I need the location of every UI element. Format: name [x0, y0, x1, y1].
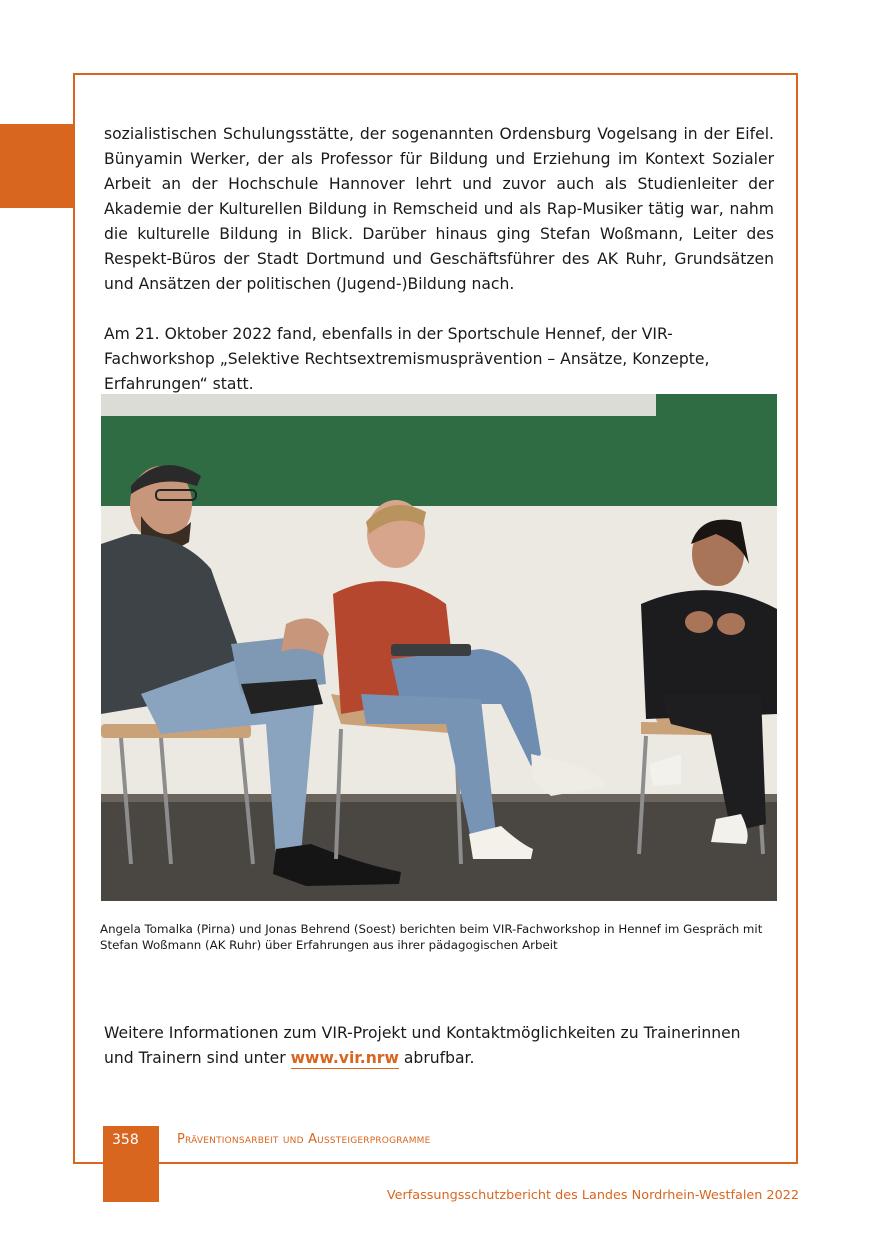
- body-paragraph-2: [104, 322, 774, 397]
- photo-caption: Angela Tomalka (Pirna) und Jonas Behrend (Soest) berichten beim VIR-Fachworkshop in Hennef im Gespräch mit Stefan Woßmann (AK Ruhr) über Erfahrungen aus ihrer pädagogischen Arbeit: [100, 922, 763, 952]
- body-paragraph-3: [104, 1021, 774, 1071]
- paragraph-text-after-link: abrufbar.: [398, 1049, 475, 1067]
- side-tab-marker: [0, 124, 74, 208]
- section-title: Präventionsarbeit und Aussteigerprogramme: [177, 1132, 431, 1147]
- paragraph-text: Am 21. Oktober 2022 fand, ebenfalls in der Sportschule Hennef, der VIR-Fachworkshop „Selektive Rechtsextremismusprävention – Ansätze, Konzepte, Erfahrungen“ statt.: [104, 325, 710, 393]
- page-number: 358: [112, 1132, 139, 1148]
- vir-website-link[interactable]: www.vir.nrw: [290, 1049, 399, 1067]
- paragraph-text-before-link: Weitere Informationen zum VIR-Projekt und Kontaktmöglichkeiten zu Trainerinnen und Trainern sind unter: [104, 1024, 741, 1067]
- paragraph-text: sozialistischen Schulungsstätte, der sogenannten Ordensburg Vogelsang in der Eifel. Bünyamin Werker, der als Professor für Bildung und Erziehung im Kontext Sozialer Arbeit an der Hochschule Hannover lehrt und zuvor auch als Studienleiter der Akademie der Kulturellen Bildung in Remscheid und als Rap-Musiker tätig war, nahm die kulturelle Bildung in Blick. Darüber hinaus ging Stefan Woßmann, Leiter des Respekt-Büros der Stadt Dortmund und Geschäftsführer des AK Ruhr, Grundsätzen und Ansätzen der politischen (Jugend-)Bildung nach.: [104, 125, 774, 293]
- paragraph-text: [104, 1021, 774, 1071]
- workshop-photo: [101, 394, 777, 901]
- report-title: Verfassungsschutzbericht des Landes Nordrhein-Westfalen 2022: [386, 1188, 799, 1203]
- body-paragraph-1: [104, 122, 774, 297]
